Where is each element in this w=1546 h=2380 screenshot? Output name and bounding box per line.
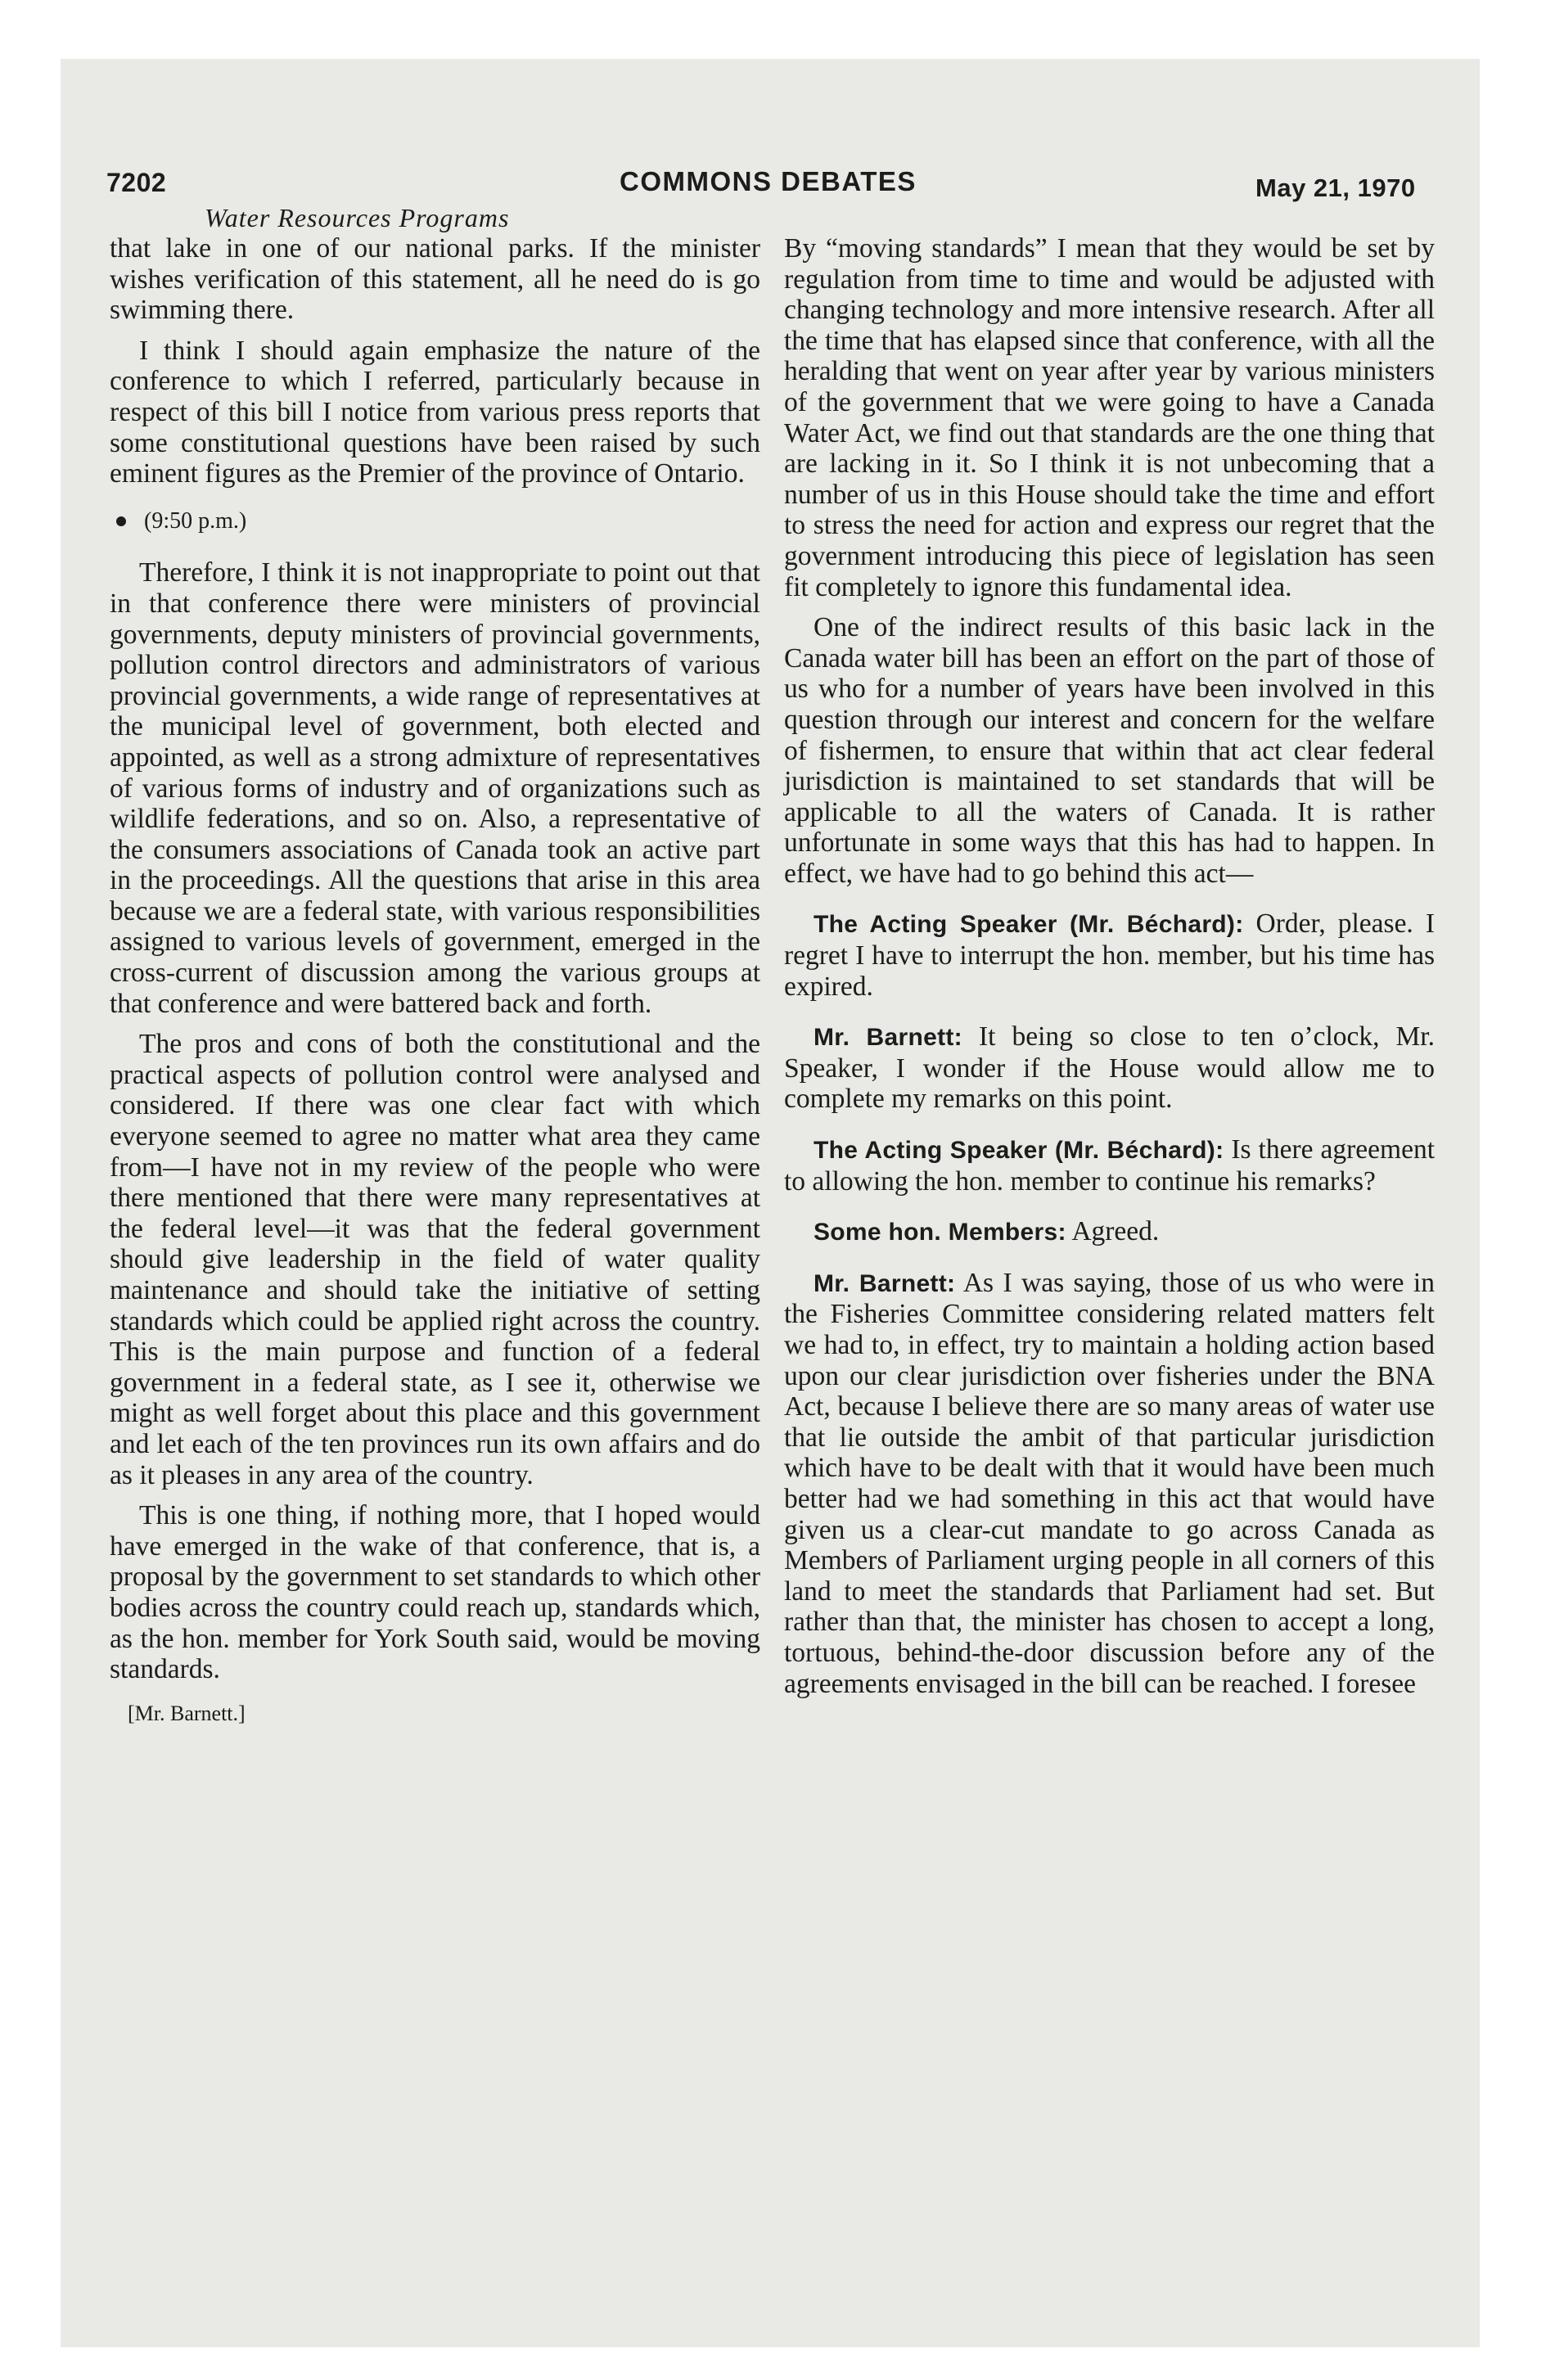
paragraph: The pros and cons of both the constitutional and the practical aspects of pollution control were analysed and considered. If there was one clear fact with which everyone seemed to agree no matter what area they came from—I have not in my review of the people who were there mentioned that there were many representatives at the federal level—it was that the federal government should give leadership in the field of water quality maintenance and should take the initiative of setting standards which could be applied right across the country. This is the main purpose and function of a federal government in a federal state, as I see it, otherwise we might as well forget about this place and this government and let each of the ten provinces run its own affairs and do as it pleases in any area of the country. bbox=[110, 1029, 760, 1490]
speech-text: Is there agreement to allowing the hon. member to continue his remarks? bbox=[784, 1134, 1436, 1197]
time-stamp-text: (9:50 p.m.) bbox=[144, 507, 247, 534]
section-title: Water Resources Programs bbox=[205, 203, 510, 232]
speech-text: Order, please. I regret I have to interrupt the hon. member, but his time has expired. bbox=[784, 908, 1435, 1002]
speaker-name: Mr. Barnett: bbox=[814, 1269, 956, 1297]
right-column bbox=[784, 233, 1435, 1709]
paragraph: that lake in one of our national parks. If the minister wishes verification of this statement, all he need do is go swimming there. bbox=[110, 233, 760, 326]
speaker-attribution: [Mr. Barnett.] bbox=[128, 1701, 246, 1725]
speaker-name: The Acting Speaker (Mr. Béchard): bbox=[814, 1137, 1224, 1165]
paragraph: I think I should again emphasize the nature of the conference to which I referred, particularly because in respect of this bill I notice from various press reports that some constitutional questions have been raised by such eminent figures as the Premier of the province of Ontario. bbox=[110, 335, 760, 489]
paragraph: By “moving standards” I mean that they would be set by regulation from time to time and would be adjusted with changing technology and more intensive research. After all the time that has elapsed since that conference, with all the heralding that went on year after year by various ministers of the government that we were going to have a Canada Water Act, we find out that standards are the one thing that are lacking in it. So I think it is not unbecoming that a number of us in this House should take the time and effort to stress the need for action and express our regret that the government introducing this piece of legislation has seen fit completely to ignore this fundamental idea. bbox=[784, 233, 1435, 602]
speech-text: Agreed. bbox=[1071, 1216, 1160, 1247]
paragraph: One of the indirect results of this basic lack in the Canada water bill has been an effort on the part of those of us who for a number of years have been involved in this question through our interest and concern for the welfare of fishermen, to ensure that within that act clear federal jurisdiction is maintained to set standards that will be applicable to all the waters of Canada. It is rather unfortunate in some ways that this has had to happen. In effect, we have had to go behind this act— bbox=[784, 612, 1435, 889]
paragraph: Therefore, I think it is not inappropriate to point out that in that conference there were ministers of provincial governments, deputy ministers of provincial governments, pollution control directors and administrators of various provincial governments, a wide range of representatives at the municipal level of government, both elected and appointed, as well as a strong admixture of representatives of various forms of industry and of organizations such as wildlife federations, and so on. Also, a representative of the consumers associations of Canada took an active part in the proceedings. All the questions that arise in this area because we are a federal state, with various responsibilities assigned to various levels of government, emerged in the cross-current of discussion among the various groups at that conference and were battered back and forth. bbox=[110, 557, 760, 1019]
bullet-icon bbox=[116, 516, 126, 526]
speech-entry bbox=[784, 1021, 1435, 1115]
paragraph: This is one thing, if nothing more, that I hoped would have emerged in the wake of that conference, that is, a proposal by the government to set standards to which other bodies across the country could reach up, standards which, as the hon. member for York South said, would be moving standards. bbox=[110, 1500, 760, 1685]
journal-title: COMMONS DEBATES bbox=[620, 166, 917, 196]
left-column bbox=[110, 233, 760, 1729]
speaker-name: Mr. Barnett: bbox=[814, 1024, 962, 1052]
speech-text: It being so close to ten o’clock, Mr. Speaker, I wonder if the House would allow me to complete my remarks on this point. bbox=[784, 1021, 1435, 1115]
speech-entry bbox=[784, 1134, 1435, 1197]
speech-entry bbox=[784, 1216, 1435, 1248]
time-stamp bbox=[110, 506, 760, 537]
page-number: 7202 bbox=[106, 168, 167, 197]
speaker-name: The Acting Speaker (Mr. Béchard): bbox=[814, 911, 1244, 939]
issue-date: May 21, 1970 bbox=[1255, 174, 1416, 202]
speech-entry bbox=[784, 908, 1435, 1002]
speech-text: As I was saying, those of us who were in the Fisheries Committee considering related matters felt we had to, in effect, try to maintain a holding action based upon our clear jurisdiction over fisheries under the BNA Act, because I believe there are so many areas of water use that lie outside the ambit of that particular jurisdiction which have to be dealt with that it would have been much better had we had something in this act that would have given us a clear-cut mandate to go across Canada as Members of Parliament urging people in all corners of this land to meet the standards that Parliament had set. But rather than that, the minister has chosen to accept a long, tortuous, behind-the-door discussion before any of the agreements envisaged in the bill can be reached. I foresee bbox=[784, 1267, 1435, 1699]
speaker-name: Some hon. Members: bbox=[814, 1219, 1066, 1246]
speech-entry bbox=[784, 1268, 1435, 1699]
